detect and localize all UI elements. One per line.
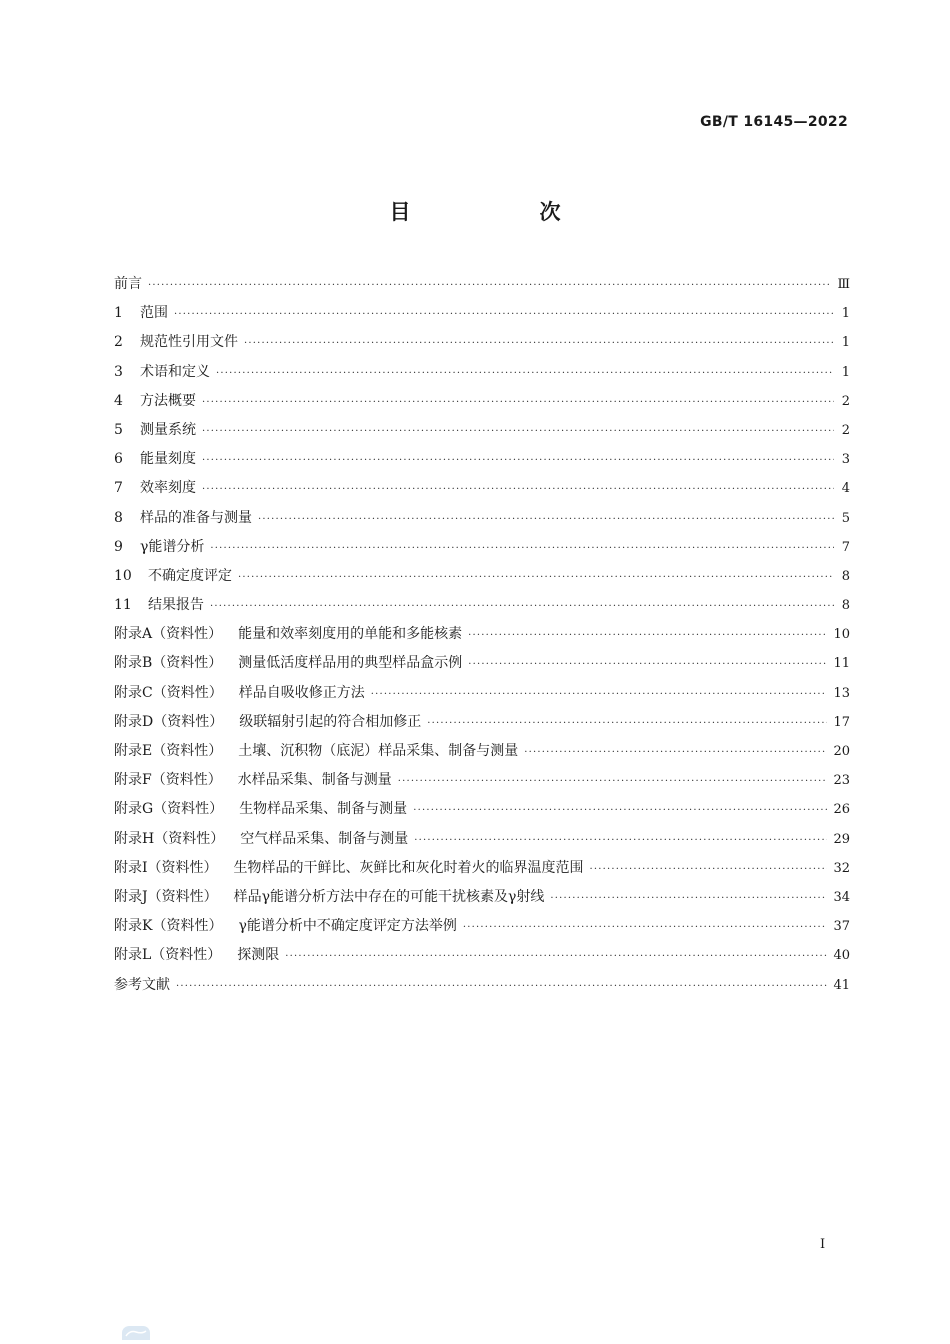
toc-page-number: 8 <box>841 568 850 584</box>
toc-entry[interactable] <box>114 795 850 824</box>
toc-entry[interactable] <box>114 912 850 941</box>
toc-page-number: 5 <box>841 510 850 526</box>
toc-entry[interactable] <box>114 358 850 387</box>
toc-entry-label <box>114 825 408 854</box>
toc-page-number: 29 <box>833 831 850 847</box>
toc-dot-leader <box>285 942 827 971</box>
toc-entry-title: 级联辐射引起的符合相加修正 <box>239 713 422 730</box>
toc-entry-label <box>114 795 407 824</box>
toc-entry[interactable] <box>114 766 850 795</box>
toc-entry-title: γ能谱分析中不确定度评定方法举例 <box>238 918 457 935</box>
toc-dot-leader <box>202 446 834 475</box>
toc-annex-number: 附录C（资料性） <box>114 684 223 701</box>
toc-entry-label <box>114 766 392 795</box>
toc-entry-label <box>114 562 232 591</box>
toc-dot-leader <box>398 767 828 796</box>
toc-page-number: 7 <box>841 539 850 555</box>
toc-entry-title: γ能谱分析 <box>140 538 205 555</box>
toc-entry-title: 前言 <box>114 276 142 292</box>
toc-entry-title: 不确定度评定 <box>148 567 232 584</box>
toc-page-number: 4 <box>841 481 850 497</box>
toc-page-number: 13 <box>833 685 850 701</box>
toc-annex-number: 附录L（资料性） <box>114 947 222 964</box>
toc-entry[interactable] <box>114 620 850 649</box>
toc-entry[interactable] <box>114 971 850 1000</box>
toc-entry-label <box>114 445 196 474</box>
toc-annex-number: 附录E（资料性） <box>114 743 223 759</box>
toc-page-number: 26 <box>833 802 850 818</box>
toc-entry[interactable] <box>114 504 850 533</box>
toc-entry[interactable] <box>114 533 850 562</box>
toc-dot-leader <box>550 884 827 913</box>
toc-dot-leader <box>244 329 834 358</box>
toc-annex-number: 附录F（资料性） <box>114 772 222 789</box>
toc-section-number: 11 <box>114 597 132 614</box>
toc-page-number: 37 <box>833 919 850 935</box>
toc-dot-leader <box>210 592 834 621</box>
toc-entry[interactable] <box>114 445 850 474</box>
toc-section-number: 3 <box>114 363 123 380</box>
toc-entry-label <box>114 708 421 737</box>
toc-entry-label <box>114 941 279 970</box>
toc-section-number: 2 <box>114 334 123 351</box>
standard-code: GB/T 16145—2022 <box>700 114 848 130</box>
toc-annex-number: 附录G（资料性） <box>114 801 224 818</box>
toc-entry-label <box>114 416 196 445</box>
toc-dot-leader <box>216 359 834 388</box>
toc-entry-label <box>114 533 204 562</box>
toc-entry-label <box>114 387 196 416</box>
toc-page-number: 1 <box>841 364 850 380</box>
toc-page-number: 10 <box>833 627 850 643</box>
toc-dot-leader <box>590 855 828 884</box>
toc-entry[interactable] <box>114 299 850 328</box>
toc-page-number: 32 <box>833 860 850 876</box>
toc-entry-label <box>114 971 170 1000</box>
toc-dot-leader <box>174 300 834 329</box>
toc-entry-title: 土壤、沉积物（底泥）样品采集、制备与测量 <box>238 743 519 759</box>
toc-entry[interactable] <box>114 679 850 708</box>
toc-entry[interactable] <box>114 854 850 883</box>
toc-entry[interactable] <box>114 883 850 912</box>
toc-dot-leader <box>463 913 828 942</box>
toc-entry[interactable] <box>114 649 850 678</box>
toc-annex-number: 附录H（资料性） <box>114 830 225 847</box>
toc-dot-leader <box>202 417 834 446</box>
toc-page-number: 2 <box>841 422 850 438</box>
toc-annex-number: 附录A（资料性） <box>114 626 223 643</box>
toc-entry-title: 生物样品采集、制备与测量 <box>239 801 408 818</box>
toc-entry-label <box>114 358 210 387</box>
toc-entry-title: 结果报告 <box>148 597 204 614</box>
toc-page-number: 20 <box>833 744 850 759</box>
toc-entry[interactable] <box>114 416 850 445</box>
toc-entry-label <box>114 854 584 883</box>
toc-entry-label <box>114 299 168 328</box>
toc-entry-title: 样品γ能谱分析方法中存在的可能干扰核素及γ射线 <box>233 888 545 905</box>
toc-dot-leader <box>468 621 827 650</box>
toc-entry-title: 测量系统 <box>140 421 196 438</box>
toc-section-number: 9 <box>114 538 123 555</box>
toc-entry-label <box>114 737 518 766</box>
toc-entry[interactable] <box>114 941 850 970</box>
toc-page-number: 1 <box>841 306 850 322</box>
toc-page-number: 34 <box>833 889 850 905</box>
toc-entry[interactable] <box>114 708 850 737</box>
table-of-contents <box>114 270 850 1000</box>
toc-entry[interactable] <box>114 737 850 766</box>
toc-dot-leader <box>413 796 827 825</box>
toc-entry-title: 能量刻度 <box>140 451 196 468</box>
toc-section-number: 5 <box>114 421 123 438</box>
toc-section-number: 7 <box>114 480 123 497</box>
toc-entry[interactable] <box>114 387 850 416</box>
toc-dot-leader <box>176 972 827 1001</box>
toc-entry-title: 测量低活度样品用的典型样品盒示例 <box>238 655 463 672</box>
toc-page-number: 3 <box>841 452 850 468</box>
toc-entry[interactable] <box>114 562 850 591</box>
toc-entry[interactable] <box>114 328 850 357</box>
toc-entry-title: 样品自吸收修正方法 <box>238 684 365 701</box>
toc-section-number: 10 <box>114 567 132 584</box>
toc-annex-number: 附录B（资料性） <box>114 655 223 672</box>
toc-annex-number: 附录I（资料性） <box>114 859 218 876</box>
toc-entry-title: 能量和效率刻度用的单能和多能核素 <box>238 626 463 643</box>
toc-dot-leader <box>258 505 834 534</box>
toc-entry-title: 术语和定义 <box>140 363 210 380</box>
toc-entry-label <box>114 270 142 299</box>
toc-dot-leader <box>148 271 831 300</box>
toc-dot-leader <box>371 680 828 709</box>
toc-entry-title: 参考文献 <box>114 976 170 993</box>
toc-dot-leader <box>238 563 834 592</box>
toc-annex-number: 附录K（资料性） <box>114 918 223 935</box>
toc-entry-title: 方法概要 <box>140 392 196 409</box>
toc-dot-leader <box>468 650 827 679</box>
toc-entry-label <box>114 883 544 912</box>
toc-page-number: 2 <box>841 393 850 409</box>
toc-entry-label <box>114 328 238 357</box>
toc-entry-label <box>114 912 457 941</box>
toc-section-number: 6 <box>114 451 123 468</box>
page-title: 目 次 <box>389 200 615 224</box>
toc-entry[interactable] <box>114 825 850 854</box>
toc-section-number: 1 <box>114 305 123 322</box>
toc-page-number: 1 <box>841 335 850 351</box>
toc-dot-leader <box>202 388 834 417</box>
toc-entry-label <box>114 679 365 708</box>
toc-entry[interactable] <box>114 591 850 620</box>
toc-dot-leader <box>414 826 827 855</box>
page-number: Ⅰ <box>820 1237 826 1252</box>
toc-page-number: 23 <box>833 773 850 789</box>
toc-entry-title: 样品的准备与测量 <box>140 509 252 526</box>
toc-section-number: 4 <box>114 392 123 409</box>
toc-entry-label <box>114 474 196 503</box>
toc-dot-leader <box>202 475 834 504</box>
toc-entry-label <box>114 591 204 620</box>
toc-entry-label <box>114 620 462 649</box>
toc-page-number: 11 <box>833 656 850 672</box>
toc-annex-number: 附录D（资料性） <box>114 713 224 730</box>
toc-entry[interactable] <box>114 474 850 503</box>
toc-page-number: 40 <box>833 948 850 964</box>
toc-section-number: 8 <box>114 509 123 526</box>
toc-entry-label <box>114 649 462 678</box>
toc-dot-leader <box>524 738 827 767</box>
toc-entry-title: 空气样品采集、制备与测量 <box>240 830 409 847</box>
toc-entry-title: 效率刻度 <box>140 480 196 497</box>
watermark-logo-icon <box>122 1326 150 1340</box>
toc-entry-title: 生物样品的干鲜比、灰鲜比和灰化时着火的临界温度范围 <box>233 859 584 876</box>
toc-page-number: 17 <box>833 714 850 730</box>
toc-entry-label <box>114 504 252 533</box>
toc-page-number: 8 <box>841 598 850 614</box>
toc-entry-title: 范围 <box>140 305 168 322</box>
toc-dot-leader <box>210 534 834 563</box>
toc-page-number: 41 <box>833 977 850 993</box>
toc-dot-leader <box>427 709 827 738</box>
toc-entry-title: 规范性引用文件 <box>140 334 238 351</box>
toc-entry-title: 水样品采集、制备与测量 <box>237 772 392 789</box>
toc-annex-number: 附录J（资料性） <box>114 888 218 905</box>
toc-page-number: Ⅲ <box>837 277 850 292</box>
toc-entry[interactable] <box>114 270 850 299</box>
toc-entry-title: 探测限 <box>237 947 280 964</box>
